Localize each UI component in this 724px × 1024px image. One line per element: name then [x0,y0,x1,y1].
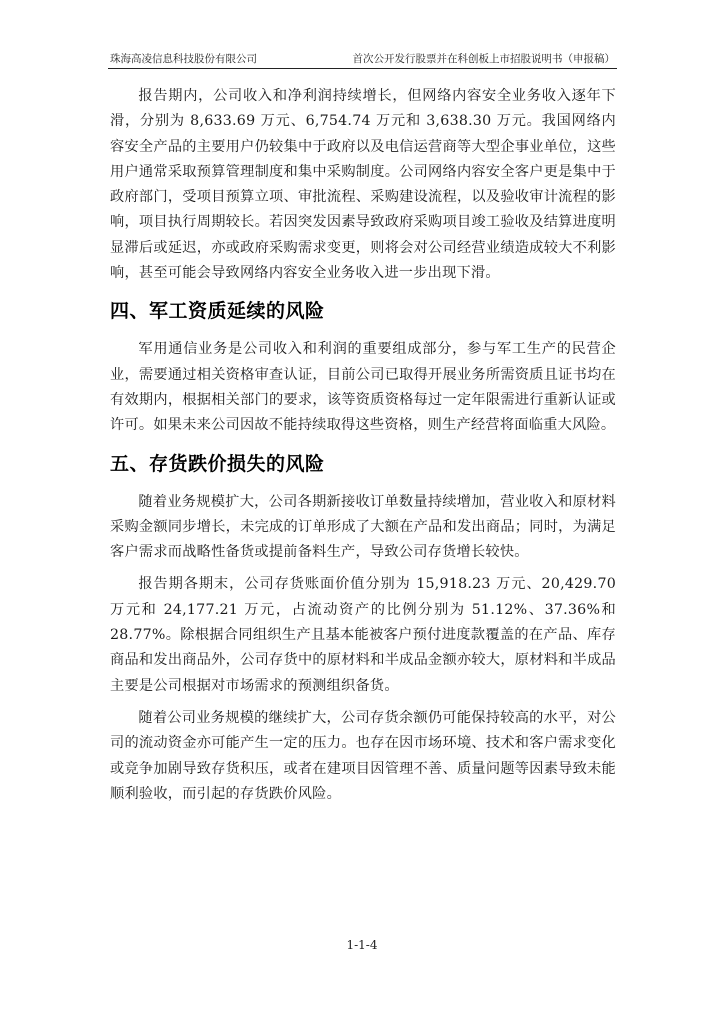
section-heading-4: 四、军工资质延续的风险 [110,300,325,323]
section-heading-5: 五、存货跌价损失的风险 [110,452,325,475]
body-paragraph-4: 报告期各期末，公司存货账面价值分别为 15,918.23 万元、20,429.70 万元和 24,177.21 万元，占流动资产的比例分别为 51.12%、37.36%和 28.77%。除根据合同组织生产且基本能被客户预付进度款覆盖的在产品、库存商品和发出商品外，公司存货中的原材料和半成品金额亦较大，原材料和半成品主要是公司根据对市场需求的预测组织备货。 [110,576,616,694]
page-header [110,51,615,67]
page-number: 1-1-4 [346,938,378,952]
body-paragraph-2: 军用通信业务是公司收入和利润的重要组成部分，参与军工生产的民营企业，需要通过相关资格审查认证，目前公司已取得开展业务所需资质且证书均在有效期内，根据相关部门的要求，该等资质资格每过一定年限需进行重新认证或许可。如果未来公司因故不能持续取得这些资格，则生产经营将面临重大风险。 [110,341,616,434]
header-divider [108,68,617,69]
body-paragraph-1: 报告期内，公司收入和净利润持续增长，但网络内容安全业务收入逐年下滑，分别为 8,633.69 万元、6,754.74 万元和 3,638.30 万元。我国网络内容安全产品的主要用户仍较集中于政府以及电信运营商等大型企事业单位，这些用户通常采取预算管理制度和集中采购制度。公司网络内容安全客户更是集中于政府部门，受项目预算立项、审批流程、采购建设流程，以及验收审计流程的影响，项目执行周期较长。若因突发因素导致政府采购项目竣工验收及结算进度明显滞后或延迟，亦或政府采购需求变更，则将会对公司经营业绩造成较大不利影响，甚至可能会导致网络内容安全业务收入进一步出现下滑。 [110,88,616,282]
body-paragraph-5: 随着公司业务规模的继续扩大，公司存货余额仍可能保持较高的水平，对公司的流动资金亦可能产生一定的压力。也存在因市场环境、技术和客户需求变化或竞争加剧导致存货积压，或者在建项目因管理不善、质量问题等因素导致未能顺利验收，而引起的存货跌价风险。 [110,709,616,802]
page-body [110,84,616,807]
header-company-name: 珠海高凌信息科技股份有限公司 [110,53,257,65]
body-paragraph-3: 随着业务规模扩大，公司各期新接收订单数量持续增加，营业收入和原材料采购金额同步增长，未完成的订单形成了大额在产品和发出商品；同时，为满足客户需求而战略性备货或提前备料生产，导致公司存货增长较快。 [110,493,616,561]
header-document-title: 首次公开发行股票并在科创板上市招股说明书（申报稿） [352,53,615,65]
